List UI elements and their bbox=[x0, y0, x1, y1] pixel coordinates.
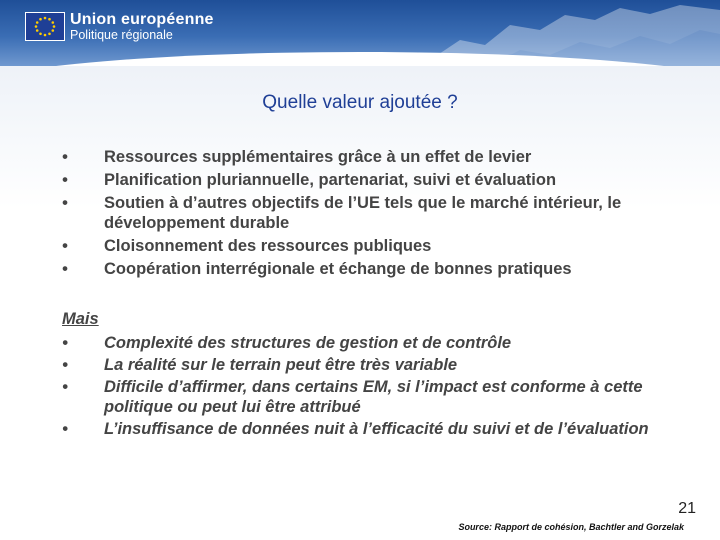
bullet-icon: • bbox=[62, 356, 68, 374]
bullet-icon: • bbox=[62, 237, 68, 255]
slide-header bbox=[0, 0, 720, 66]
page-number: 21 bbox=[678, 500, 696, 517]
list-item bbox=[0, 170, 664, 190]
list-item-text: Complexité des structures de gestion et de contrôle bbox=[104, 334, 512, 352]
bullet-icon: • bbox=[62, 171, 68, 189]
brand-title: Union européenne bbox=[70, 11, 214, 28]
source-citation: Source: Rapport de cohésion, Bachtler and Gorzelak bbox=[458, 522, 684, 532]
list-item-text: Soutien à d’autres objectifs de l’UE tels que le marché intérieur, le développement durable bbox=[104, 194, 622, 232]
brand-logo-text bbox=[70, 11, 214, 42]
list-item bbox=[0, 236, 664, 256]
bullet-icon: • bbox=[62, 378, 68, 396]
list-item bbox=[0, 419, 664, 439]
list-item bbox=[0, 355, 664, 375]
bullet-icon: • bbox=[62, 420, 68, 438]
list-item bbox=[0, 147, 664, 167]
list-item bbox=[0, 193, 664, 233]
list-item-text: Coopération interrégionale et échange de bonnes pratiques bbox=[104, 260, 572, 278]
bullet-icon: • bbox=[62, 260, 68, 278]
brand-subtitle: Politique régionale bbox=[70, 28, 173, 42]
bullet-icon: • bbox=[62, 148, 68, 166]
list-item bbox=[0, 333, 664, 353]
list-item-text: Cloisonnement des ressources publiques bbox=[104, 237, 432, 255]
bullet-icon: • bbox=[62, 334, 68, 352]
slide-background bbox=[0, 66, 720, 540]
list-item-text: La réalité sur le terrain peut être très variable bbox=[104, 356, 458, 374]
list-item bbox=[0, 377, 664, 417]
list-item-text: Ressources supplémentaires grâce à un effet de levier bbox=[104, 148, 532, 166]
bullet-icon: • bbox=[62, 194, 68, 212]
list-item bbox=[0, 259, 664, 279]
advantages-list bbox=[0, 147, 664, 282]
limitations-list bbox=[0, 333, 664, 441]
list-item-text: L’insuffisance de données nuit à l’efficacité du suivi et de l’évaluation bbox=[104, 420, 649, 438]
list-item-text: Planification pluriannuelle, partenariat, suivi et évaluation bbox=[104, 171, 557, 189]
mais-label: Mais bbox=[62, 310, 99, 328]
list-item-text: Difficile d’affirmer, dans certains EM, si l’impact est conforme à cette politique ou peut lui être attribué bbox=[104, 378, 643, 416]
slide-title: Quelle valeur ajoutée ? bbox=[262, 92, 458, 113]
eu-flag-icon bbox=[25, 12, 65, 41]
